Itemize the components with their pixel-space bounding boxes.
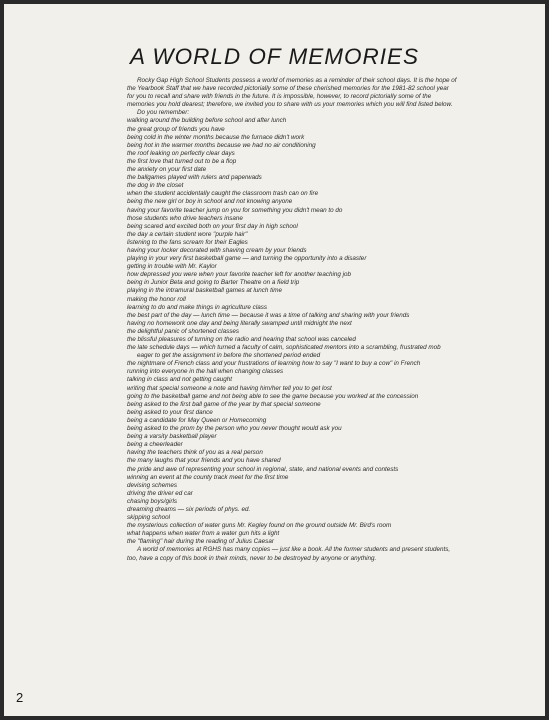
memory-item: writing that special someone a note and having him/her tell you to get lost	[127, 384, 332, 392]
memory-item: chasing boys/girls	[127, 497, 178, 505]
memory-item: the ballgames played with rulers and paperwads	[127, 174, 262, 182]
memory-item: being a cheerleader	[127, 441, 183, 449]
memory-item: those students who drive teachers insane	[127, 214, 243, 222]
memory-item: talking in class and not getting caught	[127, 376, 233, 384]
memory-list	[127, 117, 457, 546]
memory-item: the mysterious collection of water guns Mr. Kegley found on the ground outside Mr. Bird's room	[127, 522, 392, 530]
memory-item: playing in the intramural basketball games at lunch time	[127, 287, 283, 295]
memory-item: being in Junior Beta and going to Barter Theatre on a field trip	[127, 279, 300, 287]
memory-item: the "flaming" hair during the reading of Julius Caesar	[127, 538, 274, 546]
page-title: A WORLD OF MEMORIES	[129, 44, 420, 69]
memory-item: being scared and excited both on your first day in high school	[127, 222, 298, 230]
memory-item: the great group of friends you have	[127, 125, 225, 133]
memory-item: having your favorite teacher jump on you for something you didn't mean to do	[127, 206, 343, 214]
memory-item: being a varsity basketball player	[127, 433, 217, 441]
memory-item: being cold in the winter months because the furnace didn't work	[127, 133, 305, 141]
memory-item: making the honor roll	[127, 295, 186, 303]
memory-item: devising schemes	[127, 481, 178, 489]
memory-item: how depressed you were when your favorite teacher left for another teaching job	[127, 271, 352, 279]
memory-item: being asked to your first dance	[127, 408, 213, 416]
memory-item: having no homework one day and being literally swamped until midnight the next	[127, 319, 352, 327]
memory-item: being the new girl or boy in school and not knowing anyone	[127, 198, 293, 206]
memory-item: running into everyone in the hall when changing classes	[127, 368, 284, 376]
memory-item: the first love that turned out to be a flop	[127, 157, 237, 165]
memory-item: being a candidate for May Queen or Homecoming	[127, 416, 267, 424]
closing-paragraph: A world of memories at RGHS has many copies — just like a book. All the former students and present students, too, have a copy of this book in their minds, never to be destroyed by anyone or anything.	[127, 546, 451, 562]
memory-item: being asked to the prom by the person who you never thought would ask you	[127, 425, 342, 433]
memory-item: the best part of the day — lunch time — because it was a time of talking and sharing with your friends	[127, 311, 410, 319]
memory-item: winning an event at the county track meet for the first time	[127, 473, 289, 481]
memory-item: going to the basketball game and not being able to see the game because you worked at the concession	[127, 392, 419, 400]
memory-item: the roof leaking on perfectly clear days	[127, 149, 235, 157]
memory-item: driving the driver ed car	[127, 489, 193, 497]
lead-in: Do you remember:	[137, 109, 190, 117]
memory-item: the pride and awe of representing your school in regional, state, and national events and contests	[127, 465, 399, 473]
memory-item: dreaming dreams — six periods of phys. ed.	[127, 505, 251, 513]
memory-item: playing in your very first basketball game — and turning the opportunity into a disaster	[127, 255, 367, 263]
memory-item: being hot in the warmer months because we had no air conditioning	[127, 141, 316, 149]
intro-paragraph: Rocky Gap High School Students possess a world of memories as a reminder of their school days. It is the hope of the Yearbook Staff that we have recorded pictorially some of these cherished memories for the 1981-82 school year for you to recall and share with friends in the future. It is impossible, however, to record pictorially some of the memories you hold dearest; therefore, we invited you to share with us your memories which you will find listed below.	[127, 77, 457, 109]
memory-item: the anxiety on your first date	[127, 166, 207, 174]
memory-item: walking around the building before school and after lunch	[127, 117, 287, 125]
yearbook-page	[4, 4, 545, 716]
memory-item: having your locker decorated with shaving cream by your friends	[127, 246, 307, 254]
memory-item: skipping school	[127, 514, 171, 522]
memory-item: the dog in the closet	[127, 182, 184, 190]
memory-item: the many laughs that your friends and you have shared	[127, 457, 281, 465]
memory-item: the blissful pleasures of turning on the radio and hearing that school was canceled	[127, 336, 356, 343]
memory-item: listening to the fans scream for their Eagles	[127, 238, 248, 246]
memory-item: getting in trouble with Mr. Kaylor	[127, 263, 217, 271]
article-body	[127, 77, 457, 563]
memory-item: what happens when water from a water gun hits a light	[127, 530, 280, 538]
memory-item: the late schedule days — which turned a faculty of calm, sophisticated mentors into a scrambling, frustrated mob eager to get the assignment in before the shortened period ended	[127, 344, 441, 360]
memory-item: the day a certain student wore "purple hair"	[127, 230, 248, 238]
memory-item: when the student accidentally caught the classroom trash can on fire	[127, 190, 319, 198]
page-number: 2	[16, 690, 24, 705]
memory-item: having the teachers think of you as a real person	[127, 449, 263, 457]
memory-item: the nightmare of French class and your frustrations of learning how to say "I want to buy a cow" in French	[127, 360, 421, 368]
memory-item: learning to do and make things in agriculture class	[127, 303, 268, 311]
memory-item: the delightful panic of shortened classes	[127, 327, 240, 335]
memory-item: being asked to the first ball game of the year by that special someone	[127, 400, 321, 408]
